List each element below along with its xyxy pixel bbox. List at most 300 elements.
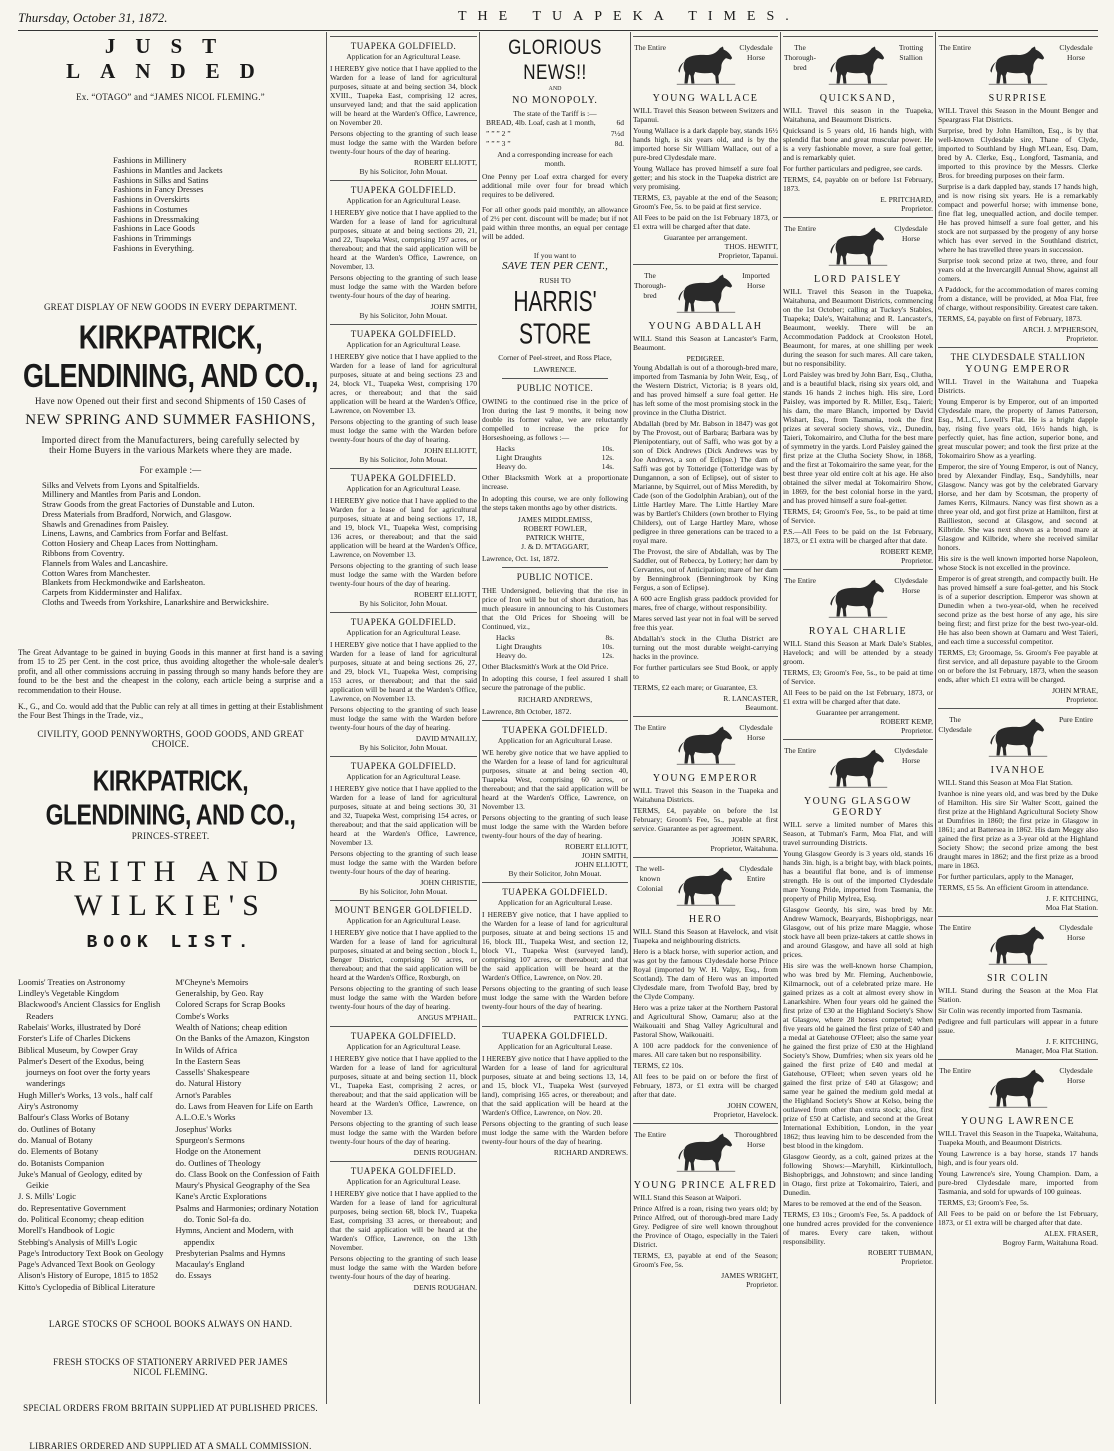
lease-head: TUAPEKA GOLDFIELD. (350, 617, 457, 627)
notice-date: Lawrence, Oct. 1st, 1872. (482, 553, 560, 563)
rule (502, 567, 608, 568)
goods-item: Cloths and Tweeds from Yorkshire, Lanarkshire and Berwickshire. (42, 596, 269, 607)
stallion-terms: TERMS, £3; Groom's Fee, 5s. (938, 1198, 1029, 1207)
price-label: Hacks (496, 443, 515, 453)
stallion-signature: JAMES WRIGHT, (721, 1271, 778, 1280)
lease-objection: Persons objecting to the granting of such lease must lodge the same with the Warden before twenty-four hours of the day of hearing. (330, 129, 477, 156)
horse-engraving-icon (674, 725, 738, 765)
lease-body: I HEREBY give notice, that I have applied to the Warden for a lease of land for agricultural purposes, situate at and being sections 15 and 16, block III., Tuapeka West, and section 12, block VI., Tuapeka West (surveyed land), comprising 107 acres, or thereabout; and that the said application will be heard at the Warden's Office, Lawrence, on Nov. 20. (482, 909, 628, 982)
stallion-name: YOUNG EMPEROR (965, 364, 1071, 375)
kirkpatrick-heading-2: KIRKPATRICK, GLENDINING, AND CO., (45, 764, 296, 831)
book-item: Airy's Astronomy (18, 1101, 79, 1112)
goods-item: Linens, Lawns, and Cambrics from Forfar and Belfast. (42, 528, 229, 539)
horse-cut (633, 271, 778, 317)
stallion-proprietor: Proprietor. (901, 726, 933, 735)
goods-item: Carpets from Kidderminster and Halifax. (42, 587, 182, 598)
book-list-heading: BOOK LIST. (86, 932, 255, 953)
special-orders-line: SPECIAL ORDERS FROM BRITAIN SUPPLIED AT PUBLISHED PRICES. (23, 1403, 318, 1414)
stallion-signature: J. F. KITCHING, (1045, 1037, 1098, 1046)
horse-cut-left-label: The Entire (634, 1130, 666, 1139)
stallion-terms: TERMS, £2 each mare; or Guarantee, £3. (633, 683, 758, 692)
smith-name: PATRICK WHITE, (525, 532, 585, 542)
lease-head: TUAPEKA GOLDFIELD. (350, 761, 457, 771)
horse-engraving-icon (986, 45, 1050, 85)
horse-cut (783, 746, 933, 792)
c3-lease-notices (482, 720, 628, 1157)
horse-engraving-icon (826, 226, 890, 266)
stallion-signature: ARCH. J. M'PHERSON, (1022, 325, 1098, 334)
stallion-p2: For further particulars, apply to the Manager, (938, 872, 1074, 881)
horse-cut-right-label: Imported Horse (742, 271, 770, 290)
stallion-title: THE CLYDESDALE STALLION (950, 352, 1086, 362)
book-item: do. Botanists Companion (18, 1157, 105, 1168)
ship-names: Ex. “OTAGO” and “JAMES NICOL FLEMING.” (76, 92, 265, 102)
horse-cut-right-label: Clydesdale Horse (894, 746, 928, 765)
stallion-name: YOUNG GLASGOW GEORDY (803, 796, 913, 818)
tariff-label: ” ” ” 3 ” (486, 139, 511, 148)
if-you-want: If you want to (533, 250, 577, 260)
rule (938, 1059, 1098, 1060)
book-item: Josephus' Works (175, 1123, 232, 1134)
smith-signatures (482, 515, 628, 551)
book-item: do. Outlines of Theology (175, 1157, 261, 1168)
horse-engraving-icon (674, 273, 738, 313)
stallion-terms: TERMS, £4, payable on or before 1st February, 1873. (783, 175, 933, 193)
rule (330, 900, 477, 901)
book-item: A.L.O.E.'s Works (175, 1112, 236, 1123)
horse-silhouette (830, 47, 884, 84)
lease-head: TUAPEKA GOLDFIELD. (350, 185, 457, 195)
stallion-body: WILL Travel this Season in the Tuapeka and Waitahuna Districts. (633, 786, 778, 804)
lease-sub: Application for an Agricultural Lease. (346, 1042, 461, 1051)
book-item: Palmer's Desert of the Exodus, being journeys on foot over the forty years wanderings (18, 1055, 151, 1089)
price-label: Heavy do. (496, 650, 527, 660)
stallion-ps: P.S.—All Fees to be paid on the 1st February, 1873, or £1 extra will be charged after that date. (783, 527, 933, 545)
lease-head: TUAPEKA GOLDFIELD. (350, 1031, 457, 1041)
libraries-line: LIBRARIES ORDERED AND SUPPLIED AT A SMALL COMMISSION. (29, 1441, 312, 1451)
book-item: do. Representative Government (18, 1202, 126, 1213)
lease-objection: Persons objecting to the granting of such lease must lodge the same with the Warden before twenty-four hours of the day of hearing. (330, 984, 477, 1011)
lease-signature: JOHN CHRISTIE, (420, 878, 477, 887)
book-item: Arnot's Parables (175, 1089, 232, 1100)
book-item: Biblical Museum, by Cowper Gray (18, 1044, 138, 1055)
book-item: In the Eastern Seas (175, 1055, 241, 1066)
harris-store-heading: HARRIS' STORE (513, 286, 597, 350)
stallion-terms: TERMS, £3; Groomage, 5s. Groom's Fee payable at first service, and all depasture payable to the Groom on or before the 1st February, 1873, when the season ends, after which £1 extra will be charged. (938, 648, 1098, 684)
horse-silhouette (830, 750, 884, 787)
stallion-signature: ALEX. FRASER, (1044, 1229, 1098, 1238)
book-item: Cassells' Shakespeare (175, 1067, 250, 1078)
stallion-proprietor: Proprietor. (901, 1257, 933, 1266)
horse-cut-left-label: The Entire (634, 43, 666, 52)
book-list (18, 977, 323, 1293)
tariff-label: BREAD, 4lb. Loaf, cash at 1 month, (486, 118, 596, 127)
stallion-signature: ROBERT TUBMAN, (867, 1248, 933, 1257)
stallion-fees: All fees to be paid on or before the first of February, 1873, or £1 extra will be charged after that date. (633, 1072, 778, 1099)
lease-objection: Persons objecting to the granting of such lease must lodge the same with the Warden before twenty-four hours of the day of hearing. (330, 849, 477, 876)
horse-cut (783, 576, 933, 622)
horse-silhouette (678, 727, 732, 764)
public-notice-heading: PUBLIC NOTICE. (516, 382, 594, 393)
book-item: Psalms and Harmonies; ordinary Notation do. Tonic Sol-fa do. (175, 1202, 319, 1224)
column-divider (326, 32, 327, 1404)
lease-body: I HEREBY give notice that I have applied to the Warden for a lease of land for agricultural purposes, being section 68, block IV., Tuapeka East, comprising 33 acres, or thereabout; and that the said application will be heard at the Warden's Office, Lawrence, on the 13th November. (330, 1189, 477, 1252)
price-label: Hacks (496, 632, 515, 642)
lease-notices-column (330, 32, 477, 1404)
old-price-line: Other Blacksmith's Work at the Old Price. (482, 661, 609, 671)
horse-engraving-icon (674, 866, 738, 906)
book-item: Spurgeon's Sermons (175, 1134, 245, 1145)
book-item: do. Laws from Heaven for Life on Earth (175, 1101, 313, 1112)
lease-head: MOUNT BENGER GOLDFIELD. (334, 905, 473, 915)
lease-objection: Persons objecting to the granting of such lease must lodge the same with the Warden before twenty-four hours of the day of hearing. (330, 1254, 477, 1281)
stallion-proprietor: Proprietor. (901, 204, 933, 213)
stallion-name: SURPRISE (988, 93, 1048, 104)
fashion-item: Fashions in Fancy Dresses (113, 184, 204, 195)
stallion-p1: Young Lawrence is a bay horse, stands 17 hands high, and is four years old. (938, 1149, 1098, 1167)
rule (330, 1026, 477, 1027)
stallion-name: QUICKSAND, (819, 93, 897, 104)
stallion-name: SIR COLIN (986, 973, 1050, 984)
rule (633, 264, 778, 265)
rule (330, 36, 477, 37)
lease-signature: DENIS ROUGHAN. (413, 1283, 477, 1292)
lease-body: I HEREBY give notice that I have applied to the Warden for a lease of land for agricultural purposes, situate at and being sections 30, 31 and 32, Tuapeka West, comprising 154 acres, or thereabout; and that the said application will be heard at the Warden's Office, Lawrence, November 13. (330, 784, 477, 847)
horse-cut-right-label: Clydesdale Horse (894, 224, 928, 243)
stallion-name: YOUNG ABDALLAH (648, 321, 763, 332)
horse-cut-left-label: The Thorough-bred (783, 43, 817, 72)
advantage-paragraph: The Great Advantage to be gained in buying Goods in this manner at first hand is a saving from 15 to 25 per Cent. in the cost price, thus avoiding altogether the whole-sale dealer's profit, and all other commissions accruing in passing through so many hands before they are found to be the best and the cheapest in the colony, each article being a surprise and a recommendation to their House. (18, 647, 323, 695)
goods-item: Millinery and Mantles from Paris and London. (42, 489, 201, 500)
fashion-item: Fashions in Mantles and Jackets (113, 164, 223, 175)
stallion-p5: Mares to be removed at the end of the Season. (783, 1199, 922, 1208)
lease-solicitor: By his Solicitor, John Mouat. (359, 455, 448, 464)
book-item: J. S. Mills' Logic (18, 1191, 76, 1202)
stallion-terms: TERMS, £4, payable on before the 1st February; Groom's Fee, 5s., payable at first service. Guarantee as per agreement. (633, 806, 778, 833)
stallion-guar: Guarantee per arrangement. (663, 233, 748, 242)
lease-body: I HEREBY give notice that I have applied to the Warden for a lease of land for agricultural purposes, situate at and being sections 23 and 24, block VI., Tuapeka West, comprising 170 acres, or thereabout; and that the said application will be heard at the Warden's Office, Lawrence, on November 13. (330, 352, 477, 415)
princes-street: PRINCES-STREET. (131, 830, 210, 841)
horse-silhouette (678, 1134, 732, 1171)
lease-objection: Persons objecting to the granting of such lease must lodge the same with the Warden before twenty-four hours of the day of hearing. (482, 983, 628, 1011)
stallion-p2: Abdallah (bred by Mr. Babson in 1847) was got by The Provost, out of Barbara; Barbara was by Plenipotentiary, out of Saffi, who was got by a son of Dick Andrews (Dick Andrews was by Joe Andrews, a son of Eclipse.) The dam of Saffi was got by Totteridge (Totteridge was by Dungannon, a son of Eclipse), out of sister to Marianne, by Squirrel, out of Miss Meredith, by Cade (son of the Godolphin Arabian), out of the Little Hartley Mare. The Little Hartley Mare was by Bartlet's Childers (own brother to Flying Childers), out of Large Hartley Mare, whose pedigree in three generations can be traced to a royal mare. (633, 419, 778, 545)
horse-cut-left-label: The Entire (784, 576, 816, 585)
opened-line: Have now Opened out their first and second Shipments of 150 Cases of (34, 395, 307, 406)
stallion-p1: Lord Paisley was bred by John Barr, Esq., Clutha, and is a beautiful black, rising six years old, and stands 16 hands 2 inches high. His sire, Lord Paisley, was imported by R. Miller, Esq., Taieri; his dam, the mare Blanch, imported by David Wishart, Esq., from Tasmania, took the first prizes at several society shows, viz., Dunedin, Taieri, Tokomairiro, and Clutha for the best mare of symmetry in the yards. Lord Paisley gained the first prize at the Clutha Society Show, in 1868, and the first at Tokomairiro the same year, for the best three year old entire colt at his age. He also obtained the silver medal at Tokomairiro Show, in 1869, for the best colonial horse in the yard, and has proved himself a sure foal-getter. (783, 370, 933, 505)
lease-head: TUAPEKA GOLDFIELD. (350, 41, 457, 51)
stallion-terms: TERMS, £5 5s. An efficient Groom in attendance. (938, 883, 1089, 892)
horse-cut (633, 1130, 778, 1176)
paper-title: THE TUAPEKA TIMES. (458, 9, 800, 24)
stallion-name: YOUNG PRINCE ALFRED (633, 1180, 778, 1191)
price-label: Heavy do. (496, 461, 527, 471)
horse-cut-left-label: The Entire (784, 224, 816, 233)
masthead-rule (18, 30, 1098, 31)
stallion-signature: ROBERT KEMP, (880, 547, 933, 556)
horse-cut-right-label: Clydesdale Horse (1059, 923, 1093, 942)
goods-item: Dress Materials from Bradford, Norwich, and Glasgow. (42, 508, 232, 519)
book-item: Page's Introductory Text Book on Geology (18, 1247, 164, 1258)
goods-item: Flannels from Wales and Lancashire. (42, 557, 168, 568)
horse-cut-right-label: Clydesdale Horse (1059, 43, 1093, 62)
book-item: Balfour's Class Works of Botany (18, 1112, 130, 1123)
stallion-body: WILL Travel this season in the Tuapeka, Waitahuna, and Beaumont Districts. (783, 106, 933, 124)
stallion-proprietor: Proprietor. (1066, 695, 1098, 704)
lease-sub: Application for an Agricultural Lease. (497, 735, 613, 745)
horse-silhouette (990, 719, 1044, 756)
horse-cut-right-label: Clydesdale Entire (739, 864, 773, 883)
book-list-right (176, 977, 324, 1293)
lease-sub: Application for an Agricultural Lease. (346, 52, 461, 61)
horse-engraving-icon (986, 925, 1050, 965)
lease-objection: Persons objecting to the granting of such lease must lodge the same with the Warden before twenty-four hours of the day of hearing. (330, 1119, 477, 1146)
stationery-line: FRESH STOCKS OF STATIONERY ARRIVED PER JAMES NICOL FLEMING. (53, 1357, 288, 1378)
horse-silhouette (678, 47, 732, 84)
goods-item: Straw Goods from the great Factories of Dunstable and Luton. (42, 499, 255, 510)
old-shoeing-prices (496, 633, 614, 660)
stallion-body: WILL Stand this Season at Mark Dale's Stables, Havelock; and will be attended by a steady groom. (783, 639, 933, 666)
price-label: Light Draughts (496, 452, 542, 462)
stallion-p2: Emperor, the sire of Young Emperor, is out of Nancy, bred by Alexander Findlay, Esq., Sandyhills, near Glasgow. Nancy was got by the celebrated Garvary Horse, and her dam by Scotsman, the property of James Kerrs, Kilmaurs. Nancy was first shown as a three year old, and got first prize at Hamilton, first at Baillieston, second at Glasgow, and second at Kilbride. She was next shown as a brood mare at Glasgow and Kilbride, where she received similar honors. (938, 462, 1098, 552)
lease-head: TUAPEKA GOLDFIELD. (350, 1166, 457, 1176)
fashion-item: Fashions in Silks and Satins (113, 174, 209, 185)
horse-cut-left-label: The Entire (939, 923, 971, 932)
kirkpatrick-heading: KIRKPATRICK, GLENDINING, AND CO., (22, 317, 318, 395)
price-label: Light Draughts (496, 641, 542, 651)
lease-body: I HEREBY give notice that I have applied to the Warden for a lease of land for agricultural purposes, situate at and being section 34, block XVIII., Tuapeka East, comprising 12 acres, unsurveyed land; and that the said application will be heard at the Warden's Office, Lawrence, on November 20. (330, 64, 477, 127)
kirkpatrick-reith-column (18, 32, 323, 1451)
lease-signature: JOHN ELLIOTT, (574, 859, 628, 869)
book-item: Juke's Manual of Geology, edited by Geikie (18, 1168, 143, 1191)
lease-body: I HEREBY give notice that I have applied to the Warden for a lease of land for agricultural purposes, situate at and being section 11, block VI., Tuapeka East, comprising 2 acres, or thereabout; and that the said application will be heard at the Warden's Office, Lawrence, on November 13. (330, 1054, 477, 1117)
rule (633, 857, 778, 858)
stallion-p4: Emperor is of great strength, and compactly built. He has proved himself a sure foal-getter, and his Stock is of a superior description. Emperor was shown at Dunedin when a two-year-old, when he received second prize as the best horse of any age, his sire being first; and first prize for the best two-year-old. He has also been shown at Oamaru and West Taieri, and each time a successful competitor. (938, 574, 1098, 646)
stallion-terms: TERMS, £2 10s. (633, 1061, 684, 1070)
book-item: do. Essays (175, 1270, 212, 1281)
stallion-terms: TERMS, £3; Groom's Fee, 5s., to be paid at time of Service. (783, 668, 933, 686)
lease-head: TUAPEKA GOLDFIELD. (502, 886, 608, 897)
rule (502, 378, 608, 379)
horse-engraving-icon (986, 717, 1050, 757)
lease-sub: Application for an Agricultural Lease. (497, 1041, 613, 1051)
and-line: AND (548, 86, 562, 92)
stallion-proprietor: Proprietor. (1066, 334, 1098, 343)
stallion-ped: PEDIGREE. (686, 354, 725, 363)
horse-cut (633, 43, 778, 89)
rule (783, 36, 933, 37)
stallions-column-a (633, 32, 778, 1404)
tariff-value: 8d. (614, 139, 624, 148)
rule (783, 569, 933, 570)
rule (938, 347, 1098, 348)
save-ten-per-cent: SAVE TEN PER CENT., (502, 259, 608, 272)
lease-head: TUAPEKA GOLDFIELD. (350, 473, 457, 483)
lease-sub: Application for an Agricultural Lease. (346, 340, 461, 349)
stallion-p3: The Provost, the sire of Abdallah, was by The Saddler, out of Rebecca, by Lottery; her dam by Cervantes, out of Anticipation; mare of her dam by Benningbrook (Benningbrook by King Fergus, a son of Eclipse). (633, 547, 778, 592)
stallion-signature: ROBERT KEMP, (880, 717, 933, 726)
horse-cut-left-label: The well-known Colonial (635, 864, 665, 893)
book-list-left (18, 977, 166, 1293)
stallion-p2: Glasgow Geordy, his sire, was bred by Mr. Andrew Warnock, Bearyards, Bishopbriggs, near Glasgow, out of his prize mare Maggie, whose stock have all been prize-takers at cattle shows in and around Glasgow, and have all sold at high prices. (783, 905, 933, 959)
stallion-body: WILL Travel this Season in the Tuapeka, Waitahuna, Tuapeka Mouth, and Beaumont Districts. (938, 1129, 1098, 1147)
stallion-p4: A Paddock, for the accommodation of mares coming from a distance, will be provided, at Moa Flat, free of charge, without responsibility. Greatest care taken. (938, 285, 1098, 312)
horseshoeing-prices (496, 444, 614, 471)
stallion-fees: All Fees to be paid on or before the 1st February, 1873, or £1 extra will be charged after that date. (938, 1209, 1098, 1227)
lease-sub: Application for an Agricultural Lease. (346, 628, 461, 637)
book-item: Blackwood's Ancient Classics for English Readers (18, 999, 161, 1021)
tariff-intro: The state of the Tariff is :— (513, 109, 597, 118)
adopting-line: In adopting this course, we are only following the steps taken months ago by other districts. (482, 493, 628, 512)
public-notice-body-2: THE Undersigned, believing that the rise in price of Iron will be but of short duration, has much pleasure in announcing to his Customers that the Old Prices for Shoeing will be Continued, viz., (482, 585, 628, 631)
book-item: M'Cheyne's Memoirs (175, 976, 249, 987)
book-item: do. Elements of Botany (18, 1146, 99, 1157)
book-item: Macaulay's England (175, 1259, 245, 1270)
other-goods-line: For all other goods paid monthly, an allowance of 2½ per cent. discount will be made; but if not paid within three months, an equal per centage will be added. (482, 204, 628, 241)
horse-silhouette (830, 580, 884, 617)
stallion-p1: Quicksand is 5 years old, 16 hands high, with splendid flat bone and great muscular power. He is a very fashionable mover, a sure foal getter, and is remarkably quiet. (783, 126, 933, 162)
column-divider (935, 32, 936, 1404)
horse-cut (938, 715, 1098, 761)
stallion-proprietor: Proprietor, Waitahuna. (710, 844, 778, 853)
stallion-p3: His sire was the well-known horse Champion, who was bred by Mr. Fleming, Auchenbowie, Kilmarnock, out of a celebrated prize mare. He gained prizes as a colt at almost every show in Lanarkshire. When four years old he gained the first prize of £30 at the Highland Society's Show at Glasgow, where 28 horses competed; when five years old he gained the first prize of £40 and a medal at Gatehouse O'Fleet; also the same year he gained the first prize of £30 at the Highland Society's Show, Dumfries; when six years old he gained the first prize of £40 and medal at Gatehouse, O'Fleet; when seven years old he gained the first prize of £40 at Glasgow; and same year he gained the medium gold medal at the Highland Society's Show at Kelso, being the outlawed from other than extra stock; also, first prize of £50 at Carlisle, and second at the Great International Exhibition, London, in the year 1862; thus leaving him to be descended from the best blood in the kingdom. (783, 961, 933, 1150)
stallions-column-b (783, 32, 933, 1404)
rule (938, 916, 1098, 917)
lease-solicitor: By his Solicitor, John Mouat. (359, 743, 448, 752)
stallions-column-c (938, 32, 1098, 1404)
book-item: do. Class Book on the Confession of Faith (175, 1168, 320, 1179)
lease-objection: Persons objecting to the granting of such lease must lodge the same with the Warden before twenty-four hours of the day of hearing. (482, 1118, 628, 1146)
stallion-fees: All Fees to be paid on the 1st February, 1873, or £1 extra will be charged after that date. (783, 688, 933, 706)
stallion-body: WILL Travel this Season in the Tuapeka, Waitahuna, and Beaumont Districts, commencing on the 1st October; calling at Tuckey's Stables, Tuapeka; Dale's, Waitahuna; and R. Lancaster's, Beaumont, weekly. There will be an Accommodation Paddock at Crookston Hotel, Beaumont, for mares, at one shilling per week during the season for such mares. All care taken, but no responsibility. (783, 287, 933, 368)
book-item: Combe's Works (175, 1010, 229, 1021)
book-item: do. Political Economy; cheap edition (18, 1214, 144, 1224)
goods-list (42, 481, 323, 608)
book-item: do. Outlines of Botany (18, 1123, 96, 1134)
smith-name: JAMES MIDDLEMISS, (517, 514, 593, 524)
horse-cut (938, 43, 1098, 89)
rule (482, 1026, 628, 1027)
horse-cut-left-label: The Entire (939, 43, 971, 52)
goods-item: Cotton Wares from Manchester. (42, 567, 151, 578)
stallion-p3: Surprise took second prize at two, three, and four years old at the Invercargill Annual Show, against all comers. (938, 256, 1098, 283)
horse-cut-right-label: Clydesdale Horse (894, 576, 928, 595)
lease-solicitor: By his Solicitor, John Mouat. (359, 311, 448, 320)
stallion-body: WILL Stand this Season at Moa Flat Station. (938, 778, 1073, 787)
lease-objection: Persons objecting to the granting of such lease must lodge the same with the Warden before twenty-four hours of the day of hearing. (330, 705, 477, 732)
tariff-value: 7½d (610, 128, 624, 138)
rule (783, 217, 933, 218)
rule (482, 882, 628, 883)
stallion-signature: R. LANCASTER, (723, 694, 778, 703)
stallion-signature: J. F. KITCHING, (1045, 894, 1098, 903)
stallion-p2: For further particulars and pedigree, see cards. (783, 164, 923, 173)
price-value: 10s. (601, 443, 614, 453)
rule (938, 708, 1098, 709)
lease-signature: ROBERT ELLIOTT, (564, 841, 628, 851)
stallion-terms: TERMS, £4; Groom's Fee, 5s., to be paid at time of Service. (783, 507, 933, 525)
horse-cut-right-label: Pure Entire (1059, 715, 1093, 724)
rule (330, 1161, 477, 1162)
stallion-terms: TERMS, £3 10s.; Groom's Fee, 5s. A paddock of one hundred acres provided for the convenience of mares. Every care taken, without responsibility. (783, 1210, 933, 1246)
imported-line: Imported direct from the Manufacturers, being carefully selected by their Home Buyers in the various Markets where they are made. (41, 434, 300, 455)
stallion-p1: Young Wallace is a dark dapple bay, stands 16½ hands high, is six years old, and is by the imported horse Sir William Wallace, out of a pure-bred Clydesdale mare. (633, 126, 778, 162)
stallion-p1: Sir Colin was recently imported from Tasmania. (938, 1006, 1083, 1015)
horse-silhouette (990, 47, 1044, 84)
stallion-p2: Young Wallace has proved himself a sure foal getter; and his stock in the Tuapeka district are very promising. (633, 164, 778, 191)
stallion-body: WILL Travel this Season between Switzers and Tapanui. (633, 106, 778, 124)
book-item: Kane's Arctic Explorations (175, 1191, 267, 1202)
horse-cut (633, 723, 778, 769)
rule (330, 324, 477, 325)
stallion-name: LORD PAISLEY (814, 274, 902, 285)
school-books-line: LARGE STOCKS OF SCHOOL BOOKS ALWAYS ON HAND. (48, 1319, 293, 1330)
lease-body: I HEREBY give notice that I have applied to the Warden for a lease of land for agricultural purposes, situate at and being sections 20, 21, and 22, Tuapeka West, comprising 197 acres, or thereabout; and that the said application will be heard at the Warden's Office, Lawrence, on November, 13. (330, 208, 477, 271)
stallion-terms: TERMS, £4, payable on first of February, 1873. (938, 314, 1082, 323)
horse-cut-right-label: Clydesdale Horse (1059, 1066, 1093, 1085)
book-item: do. Natural History (175, 1078, 242, 1089)
stallion-terms: TERMS, £3, payable at end of the Season; Groom's Fee, 5s. (633, 1251, 778, 1269)
lease-solicitor: By his Solicitor, John Mouat. (359, 167, 448, 176)
book-item: Maury's Physical Geography of the Sea (175, 1180, 310, 1191)
book-item: Presbyterian Psalms and Hymns (175, 1247, 286, 1258)
column-divider (630, 32, 631, 1404)
rule (633, 36, 778, 37)
display-line: GREAT DISPLAY OF NEW GOODS IN EVERY DEPARTMENT. (43, 301, 298, 312)
stallion-p1: Surprise, bred by John Hamilton, Esq., is by that well-known Clydesdale sire, Thane of Clyde, imported to Southland by Hugh M'Lean, Esq. Dam, bred by A. Clerke, Esq., Longford, Tasmania, and imported to this province by the Messrs. Clerke Bros. for breeding purposes on their farm. (938, 126, 1098, 180)
horse-cut (938, 923, 1098, 969)
lease-signature: DENIS ROUGHAN. (413, 1148, 477, 1157)
horse-cut-right-label: Clydesdale Horse (739, 723, 773, 742)
stallion-proprietor: Proprietor. (901, 556, 933, 565)
increase-line: And a corresponding increase for each month. (497, 149, 613, 168)
horse-engraving-icon (826, 578, 890, 618)
public-notice-heading-2: PUBLIC NOTICE. (516, 571, 594, 582)
lease-objection: Persons objecting to the granting of such lease must lodge the same with the Warden before twenty-four hours of the day of hearing. (482, 812, 628, 840)
column-divider (780, 32, 781, 1404)
stallion-name: HERO (688, 914, 723, 925)
kg-note: K., G., and Co. would add that the Public can rely at all times in getting at their Establishment the Four Best Things in the Trade, viz., (18, 701, 323, 721)
lease-sub: Application for an Agricultural Lease. (346, 916, 461, 925)
stallion-signature: JOHN SPARK, (731, 835, 778, 844)
book-item: On the Banks of the Amazon, Kingston (175, 1033, 310, 1044)
rush-to: RUSH TO (539, 275, 571, 285)
fashion-item: Fashions in Lace Goods (113, 223, 195, 234)
adopting-line-2: In adopting this course, I feel assured I shall secure the patronage of the public. (482, 673, 628, 692)
stallion-p3: A 100 acre paddock for the convenience of mares. All care taken but no responsibility. (633, 1041, 778, 1059)
stallion-p1: Hero is a black horse, with superior action, and was got by the famous Clydesdale horse Prince Royal (imported by W. H. Valpy, Esq., from Scotland). The dam of Hero was an imported Clydesdale mare, from Twofold Bay, bred by the Clyde Company. (633, 947, 778, 1001)
rule (633, 1123, 778, 1124)
stallion-proprietor: Moa Flat Station. (1045, 903, 1098, 912)
lease-body: WE hereby give notice that we have applied to the Warden for a lease of land for agricultural purposes, situate at and being section 40, Tuapeka West, comprising 60 acres, or thereabout; and that the said application will be heard at the Warden's Office, Lawrence, on November 13. (482, 747, 628, 811)
glorious-news-heading: GLORIOUS NEWS!! (508, 35, 602, 84)
book-item: Wealth of Nations; cheap edition (175, 1021, 288, 1032)
stallion-p4: Glasgow Geordy, as a colt, gained prizes at the following Shows:—Maryhill, Kirkintulloch, Bishopbriggs, and Johnstown; and since landing in Otago, first prize at Tokomairiro, Taieri, and Dunedin. (783, 1152, 933, 1197)
lease-signature: DAVID M'NAILLY, (415, 734, 477, 743)
issue-date: Thursday, October 31, 1872. (18, 10, 168, 25)
book-item: Morell's Handbook of Logic (18, 1225, 115, 1236)
rule (938, 36, 1098, 37)
fashion-item: Fashions in Trimmings (113, 233, 192, 244)
tariff-value: 6d (616, 118, 624, 127)
stallion-signature: JOHN COWEN, (727, 1101, 778, 1110)
fashion-item: Fashions in Everything. (113, 242, 194, 253)
stallion-name: ROYAL CHARLIE (808, 626, 908, 637)
notice-date-2: Lawrence, 8th October, 1872. (482, 706, 572, 716)
stallion-name: IVANHOE (990, 765, 1046, 776)
fashion-item: Fashions in Overskirts (113, 194, 190, 205)
column-divider (479, 32, 480, 1404)
lease-objection: Persons objecting to the granting of such lease must lodge the same with the Warden before twenty-four hours of the day of hearing. (330, 273, 477, 300)
